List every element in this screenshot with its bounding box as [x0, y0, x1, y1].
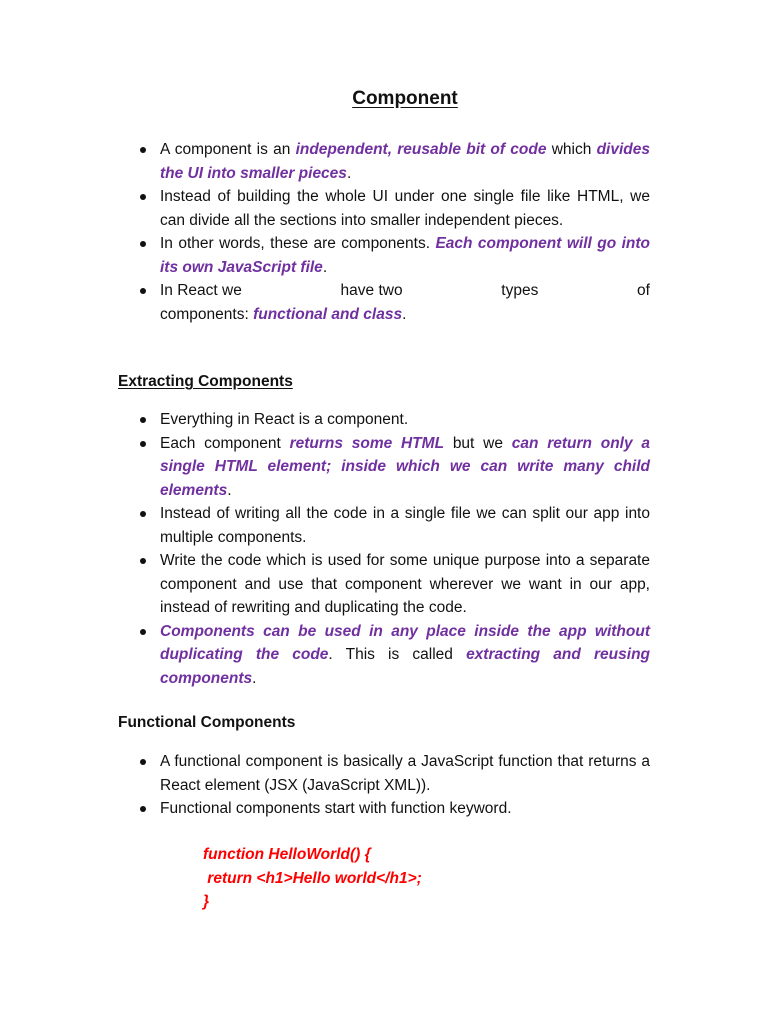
list-item [118, 232, 650, 279]
bullet-text: Write the code which is used for some unique purpose into a separate component and use that component wherever we want in our app, instead of rewriting and duplicating the code. [160, 552, 650, 616]
highlight-text: returns some HTML [289, 434, 445, 452]
highlight-text: divides the UI into smaller pieces [160, 141, 650, 182]
bullet-word: In React we [160, 282, 242, 299]
highlight-text: can return only a single HTML element; inside which we can write many child elements [160, 434, 650, 499]
extracting-bullet-list [118, 408, 650, 690]
bullet-text: In other words, these are components. [160, 235, 436, 252]
bullet-text: Everything in React is a component. [160, 411, 409, 428]
bullet-text: Functional components start with function keyword. [160, 800, 512, 817]
bullet-text: . [227, 481, 232, 499]
list-item [118, 138, 650, 185]
code-line: return <h1>Hello world</h1>; [203, 869, 422, 887]
component-bullet-list [118, 138, 650, 326]
list-item [118, 797, 650, 821]
list-item [118, 549, 650, 620]
section-heading-extracting: Extracting Components [118, 373, 293, 390]
bullet-word: of [637, 282, 650, 299]
highlight-text: extracting and reusing components [160, 646, 651, 687]
list-item [118, 620, 650, 691]
highlight-text: Each component will go into its own JavaScript file [160, 235, 650, 276]
bullet-word: types [501, 282, 539, 299]
list-item [118, 502, 650, 549]
list-item [118, 432, 650, 503]
list-item [118, 750, 650, 797]
section-heading-functional: Functional Components [118, 714, 296, 731]
functional-bullet-list [118, 750, 650, 821]
bullet-line [160, 303, 650, 327]
justified-line [160, 279, 650, 303]
list-item [118, 185, 650, 232]
bullet-text: . [346, 164, 352, 182]
highlight-text: independent, reusable bit of code [295, 141, 547, 158]
code-line: function HelloWorld() { [203, 846, 371, 863]
bullet-text: Instead of building the whole UI under one single file like HTML, we can divide all the sections into smaller independent pieces. [160, 188, 650, 229]
list-item [118, 408, 650, 432]
bullet-text: . [402, 305, 407, 323]
bullet-text: . [322, 258, 328, 276]
bullet-text: but we [444, 434, 512, 452]
bullet-text: Each component [160, 434, 290, 452]
bullet-text: components: [160, 305, 254, 323]
highlight-text: Components can be used in any place inside the app without duplicating the code [160, 622, 650, 663]
bullet-text: A functional component is basically a JavaScript function that returns a React element (JSX (JavaScript XML)). [160, 753, 650, 794]
bullet-word: have two [340, 282, 403, 299]
highlight-text: functional and class [253, 305, 403, 323]
bullet-text: . [252, 669, 257, 687]
bullet-text: which [546, 141, 597, 158]
bullet-text: . This is called [328, 646, 467, 663]
page-title: Component [352, 88, 458, 109]
bullet-text: A component is an [160, 141, 296, 158]
code-line: } [203, 893, 210, 910]
list-item [118, 279, 650, 326]
code-block [203, 843, 422, 914]
bullet-text: Instead of writing all the code in a single file we can split our app into multiple components. [160, 505, 650, 546]
